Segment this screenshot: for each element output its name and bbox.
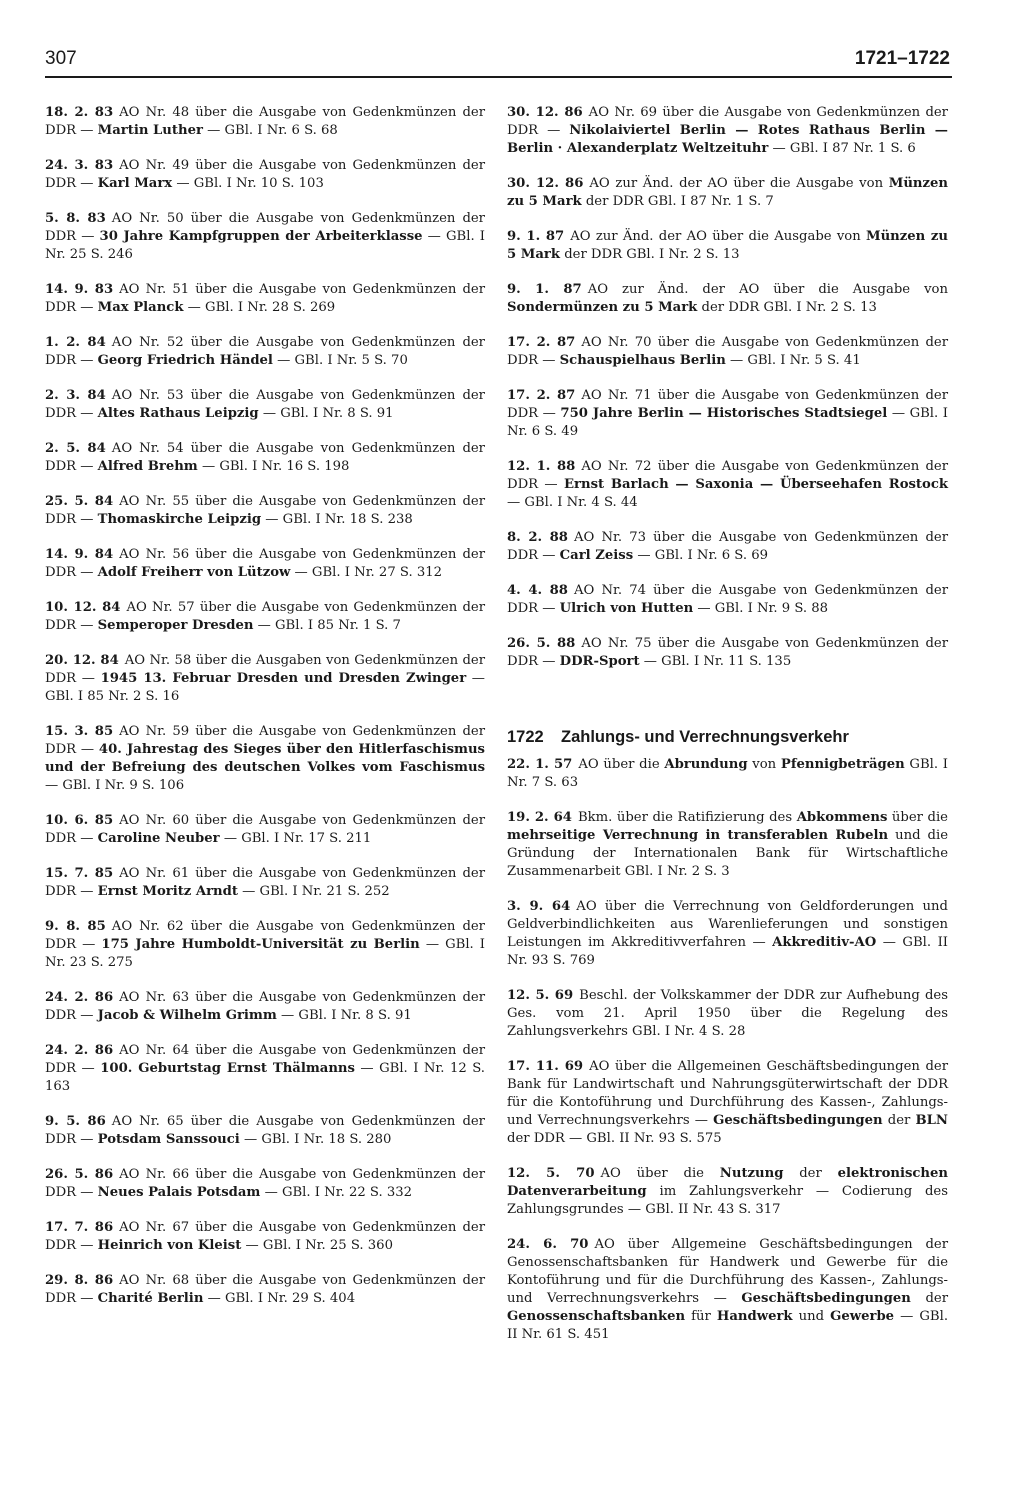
register-entry — [45, 440, 485, 476]
entry-text: — GBl. I Nr. 29 S. 404 — [203, 1291, 356, 1306]
register-entry — [45, 157, 485, 193]
entry-keyword: Charité Berlin — [97, 1291, 204, 1306]
entry-text: — GBl. I 87 Nr. 1 S. 6 — [768, 141, 916, 156]
entry-keyword: Potsdam Sanssouci — [97, 1132, 240, 1147]
entry-date: 1. 2. 84 — [45, 335, 106, 350]
entry-keyword: 750 Jahre Berlin — Historisches Stadtsiegel — [560, 406, 888, 421]
entry-keyword: Martin Luther — [97, 123, 203, 138]
entry-date: 2. 5. 84 — [45, 441, 106, 456]
entry-date: 24. 3. 83 — [45, 158, 114, 173]
entry-date: 30. 12. 86 — [507, 176, 584, 191]
register-entry — [45, 1219, 485, 1255]
entry-date: 15. 7. 85 — [45, 866, 114, 881]
entry-text: der DDR GBl. I 87 Nr. 1 S. 7 — [581, 194, 774, 209]
section-number: 1722 — [507, 728, 544, 746]
entry-text: und — [792, 1309, 831, 1324]
register-entry — [507, 228, 948, 264]
entry-text: — GBl. I Nr. 22 S. 332 — [260, 1185, 413, 1200]
entry-date: 17. 2. 87 — [507, 335, 576, 350]
register-entry — [45, 281, 485, 317]
entry-text: — GBl. I Nr. 5 S. 70 — [272, 353, 408, 368]
entry-text: AO Nr. 70 über die Ausgabe von Gedenkmünzen der DDR — — [507, 335, 948, 368]
entry-keyword: Ulrich von Hutten — [559, 601, 694, 616]
register-entry — [45, 989, 485, 1025]
entry-text: der DDR — GBl. II Nr. 93 S. 575 — [507, 1131, 722, 1146]
entry-text: AO Nr. 61 über die Ausgabe von Gedenkmünzen der DDR — — [45, 866, 485, 899]
entry-text: — GBl. I Nr. 9 S. 106 — [45, 778, 185, 793]
entry-date: 8. 2. 88 — [507, 530, 568, 545]
entry-date: 14. 9. 83 — [45, 282, 114, 297]
entry-date: 5. 8. 83 — [45, 211, 106, 226]
entry-text: AO Nr. 75 über die Ausgabe von Gedenkmünzen der DDR — — [507, 636, 948, 669]
entry-text: AO Nr. 69 über die Ausgabe von Gedenkmünzen der DDR — — [507, 105, 948, 138]
entry-text: AO zur Änd. der AO über die Ausgabe von — [587, 282, 948, 297]
entry-keyword: 30 Jahre Kampfgruppen der Arbeiterklasse — [99, 229, 423, 244]
register-entry — [507, 809, 948, 881]
entry-text: — GBl. I Nr. 9 S. 88 — [693, 601, 829, 616]
entry-keyword: Thomaskirche Leipzig — [97, 512, 262, 527]
entry-text: — GBl. I Nr. 28 S. 269 — [183, 300, 336, 315]
entry-keyword: Jacob & Wilhelm Grimm — [97, 1008, 277, 1023]
entry-keyword: Ernst Barlach — Saxonia — Überseehafen Rostock — [563, 477, 948, 492]
entry-keyword: Carl Zeiss — [559, 548, 634, 563]
entry-text: Beschl. der Volkskammer der DDR zur Aufhebung des Ges. vom 21. April 1950 über die Regelung des Zahlungsverkehrs GBl. I Nr. 4 S. 28 — [507, 988, 948, 1039]
entry-keyword: 100. Geburtstag Ernst Thälmanns — [100, 1061, 355, 1076]
register-entry — [507, 334, 948, 370]
entry-text: AO zur Änd. der AO über die Ausgabe von — [589, 176, 889, 191]
entry-date: 29. 8. 86 — [45, 1273, 114, 1288]
entry-date: 9. 8. 85 — [45, 919, 106, 934]
entry-text: — GBl. I Nr. 25 S. 246 — [45, 229, 485, 262]
entry-text: der — [910, 1291, 948, 1306]
entry-text: AO Nr. 71 über die Ausgabe von Gedenkmünzen der DDR — — [507, 388, 948, 421]
register-entry — [45, 812, 485, 848]
entry-keyword: Neues Palais Potsdam — [97, 1185, 261, 1200]
entry-text: AO Nr. 65 über die Ausgabe von Gedenkmünzen der DDR — — [45, 1114, 485, 1147]
entry-date: 10. 12. 84 — [45, 600, 121, 615]
register-entry — [45, 210, 485, 264]
entry-text: — GBl. I Nr. 25 S. 360 — [241, 1238, 393, 1253]
entry-text: — GBl. I 85 Nr. 2 S. 16 — [45, 671, 485, 704]
entry-text: AO Nr. 48 über die Ausgabe von Gedenkmünzen der DDR — — [45, 105, 485, 138]
entry-keyword: 175 Jahre Humboldt-Universität zu Berlin — [101, 937, 420, 952]
entry-text: — GBl. I Nr. 18 S. 238 — [261, 512, 413, 527]
entry-keyword: Schauspielhaus Berlin — [559, 353, 726, 368]
entry-text: AO Nr. 72 über die Ausgabe von Gedenkmünzen der DDR — — [507, 459, 948, 492]
entry-text: — GBl. I Nr. 12 S. 163 — [45, 1061, 485, 1094]
entry-text: der DDR GBl. I Nr. 2 S. 13 — [560, 247, 740, 262]
entry-date: 12. 1. 88 — [507, 459, 576, 474]
entry-keyword: Heinrich von Kleist — [97, 1238, 242, 1253]
entry-text: AO Nr. 55 über die Ausgabe von Gedenkmünzen der DDR — — [45, 494, 485, 527]
entry-text: über die — [887, 810, 948, 825]
entry-date: 17. 7. 86 — [45, 1220, 114, 1235]
entry-text: — GBl. I Nr. 27 S. 312 — [290, 565, 443, 580]
entry-text: der — [783, 1166, 838, 1181]
register-entry — [507, 987, 948, 1041]
entry-keyword: Georg Friedrich Händel — [97, 353, 273, 368]
entry-text: der — [882, 1113, 916, 1128]
entry-text: AO Nr. 63 über die Ausgabe von Gedenkmünzen der DDR — — [45, 990, 485, 1023]
register-entry — [507, 756, 948, 792]
entry-text: — GBl. I Nr. 21 S. 252 — [237, 884, 390, 899]
register-entry — [507, 1058, 948, 1148]
entry-keyword: Sondermünzen zu 5 Mark — [507, 300, 698, 315]
register-entry — [45, 334, 485, 370]
entry-text: — GBl. I 85 Nr. 1 S. 7 — [253, 618, 401, 633]
register-entry — [45, 723, 485, 795]
register-entry — [507, 582, 948, 618]
entry-text: — GBl. II Nr. 93 S. 769 — [507, 935, 948, 968]
entry-text: — GBl. I Nr. 6 S. 49 — [507, 406, 948, 439]
entry-date: 30. 12. 86 — [507, 105, 583, 120]
entry-keyword: DDR-Sport — [559, 654, 640, 669]
entry-text: für — [685, 1309, 717, 1324]
entry-date: 9. 1. 87 — [507, 282, 582, 297]
entry-text: — GBl. I Nr. 17 S. 211 — [219, 831, 372, 846]
entry-keyword: Genossenschaftsbanken — [507, 1309, 686, 1324]
entry-text: AO Nr. 59 über die Ausgabe von Gedenkmünzen der DDR — — [45, 724, 485, 757]
entry-date: 10. 6. 85 — [45, 813, 114, 828]
register-entry — [507, 898, 948, 970]
entry-date: 26. 5. 88 — [507, 636, 576, 651]
entry-text: AO über die Allgemeinen Geschäftsbedingungen der Bank für Landwirtschaft und Nahrungsgüterwirtschaft der DDR für die Kontoführung und Durchführung des Kassen-, Zahlungs- und Verrechnungsverkehrs — — [507, 1059, 948, 1128]
entry-keyword: elektronischen Datenverarbeitung — [507, 1166, 948, 1199]
entry-text: — GBl. I Nr. 4 S. 44 — [507, 495, 638, 510]
entry-keyword: 40. Jahrestag des Sieges über den Hitlerfaschismus und der Befreiung des deutschen Volkes vom Faschismus — [45, 742, 485, 775]
entry-text: — GBl. I Nr. 16 S. 198 — [197, 459, 350, 474]
entry-text: — GBl. I Nr. 8 S. 91 — [276, 1008, 412, 1023]
entry-text: AO zur Änd. der AO über die Ausgabe von — [570, 229, 866, 244]
entry-text: — GBl. I Nr. 18 S. 280 — [239, 1132, 392, 1147]
entry-date: 12. 5. 69 — [507, 988, 574, 1003]
entry-keyword: mehrseitige Verrechnung in transferablen Rubeln — [507, 828, 889, 843]
entry-text: AO Nr. 49 über die Ausgabe von Gedenkmünzen der DDR — — [45, 158, 485, 191]
entry-keyword: Semperoper Dresden — [97, 618, 254, 633]
entry-keyword: Münzen zu 5 Mark — [507, 229, 948, 262]
entry-keyword: Caroline Neuber — [97, 831, 220, 846]
entry-date: 18. 2. 83 — [45, 105, 114, 120]
entry-text: AO über Allgemeine Geschäftsbedingungen der Genossenschaftsbanken für Handwerk und Gewerbe für die Kontoführung und für die Durchführung des Kassen-, Zahlungs- und Verrechnungsverkehrs — — [507, 1237, 948, 1306]
entry-date: 20. 12. 84 — [45, 653, 119, 668]
entry-date: 22. 1. 57 — [507, 757, 573, 772]
register-entry — [45, 1166, 485, 1202]
right-column — [507, 104, 948, 1361]
entry-keyword: Handwerk — [716, 1309, 793, 1324]
entry-keyword: BLN — [915, 1113, 948, 1128]
entry-text: AO Nr. 58 über die Ausgaben von Gedenkmünzen der DDR — — [45, 653, 486, 686]
register-entry — [45, 918, 485, 972]
entry-keyword: Adolf Freiherr von Lützow — [97, 565, 291, 580]
entry-text: — GBl. I Nr. 11 S. 135 — [639, 654, 792, 669]
entry-text: — GBl. I Nr. 6 S. 68 — [202, 123, 338, 138]
entry-keyword: 1945 13. Februar Dresden und Dresden Zwinger — [100, 671, 467, 686]
entry-text: im Zahlungsverkehr — Codierung des Zahlungsgrundes — GBl. II Nr. 43 S. 317 — [507, 1184, 948, 1217]
section-title: Zahlungs- und Verrechnungsverkehr — [561, 728, 849, 746]
register-entry — [45, 1272, 485, 1308]
right-column-entries — [507, 104, 948, 671]
entry-keyword: Münzen zu 5 Mark — [507, 176, 948, 209]
register-entry — [507, 635, 948, 671]
register-entry — [507, 529, 948, 565]
entry-keyword: Geschäftsbedingungen — [713, 1113, 883, 1128]
register-entry — [45, 1042, 485, 1096]
register-entry — [45, 599, 485, 635]
register-entry — [45, 546, 485, 582]
entry-text: AO Nr. 51 über die Ausgabe von Gedenkmünzen der DDR — — [45, 282, 485, 315]
entry-keyword: Geschäftsbedingungen — [741, 1291, 911, 1306]
register-entry — [45, 104, 485, 140]
entry-text: der DDR GBl. I Nr. 2 S. 13 — [697, 300, 877, 315]
entry-text: von — [747, 757, 781, 772]
header-rule — [45, 76, 952, 78]
register-entry — [45, 493, 485, 529]
entry-text: und die Gründung der Internationalen Bank für Wirtschaftliche Zusammenarbeit GBl. I Nr. 2 S. 3 — [507, 828, 948, 879]
entry-keyword: Altes Rathaus Leipzig — [97, 406, 259, 421]
entry-keyword: Karl Marx — [97, 176, 173, 191]
entry-keyword: Ernst Moritz Arndt — [97, 884, 238, 899]
entry-text: AO über die Verrechnung von Geldforderungen und Geldverbindlichkeiten aus Warenlieferungen und sonstigen Leistungen im Akkreditivverfahren — — [507, 899, 948, 950]
entry-text: — GBl. I Nr. 23 S. 275 — [45, 937, 485, 970]
entry-keyword: Akkreditiv-AO — [772, 935, 877, 950]
entry-text: — GBl. I Nr. 8 S. 91 — [258, 406, 394, 421]
page-number: 307 — [45, 48, 77, 69]
entry-date: 14. 9. 84 — [45, 547, 114, 562]
entry-text: AO Nr. 74 über die Ausgabe von Gedenkmünzen der DDR — — [507, 583, 948, 616]
entry-keyword: Abkommens — [796, 810, 888, 825]
entry-date: 24. 2. 86 — [45, 990, 114, 1005]
entry-date: 9. 1. 87 — [507, 229, 565, 244]
entry-date: 2. 3. 84 — [45, 388, 106, 403]
entry-text: GBl. I Nr. 7 S. 63 — [507, 757, 948, 790]
left-column — [45, 104, 485, 1325]
entry-text: AO Nr. 57 über die Ausgabe von Gedenkmünzen der DDR — — [45, 600, 486, 633]
entry-text: AO über die — [600, 1166, 720, 1181]
entry-date: 17. 11. 69 — [507, 1059, 584, 1074]
entry-date: 25. 5. 84 — [45, 494, 114, 509]
entry-text: AO Nr. 64 über die Ausgabe von Gedenkmünzen der DDR — — [45, 1043, 485, 1076]
entry-text: AO Nr. 68 über die Ausgabe von Gedenkmünzen der DDR — — [45, 1273, 485, 1306]
entry-text: AO Nr. 60 über die Ausgabe von Gedenkmünzen der DDR — — [45, 813, 485, 846]
section-entries — [507, 756, 948, 1344]
entry-text: — GBl. I Nr. 5 S. 41 — [725, 353, 861, 368]
entry-text: AO Nr. 67 über die Ausgabe von Gedenkmünzen der DDR — — [45, 1220, 485, 1253]
entry-keyword: Nutzung — [719, 1166, 784, 1181]
register-entry — [507, 175, 948, 211]
entry-date: 26. 5. 86 — [45, 1167, 114, 1182]
entry-text: AO über die — [578, 757, 665, 772]
entry-text: — GBl. I Nr. 6 S. 69 — [633, 548, 769, 563]
entry-date: 24. 2. 86 — [45, 1043, 114, 1058]
entry-date: 4. 4. 88 — [507, 583, 568, 598]
entry-date: 19. 2. 64 — [507, 810, 572, 825]
entry-text: AO Nr. 62 über die Ausgabe von Gedenkmünzen der DDR — — [45, 919, 485, 952]
register-entry — [507, 281, 948, 317]
register-entry — [45, 387, 485, 423]
register-entry — [45, 865, 485, 901]
entry-text: AO Nr. 54 über die Ausgabe von Gedenkmünzen der DDR — — [45, 441, 485, 474]
entry-text: AO Nr. 52 über die Ausgabe von Gedenkmünzen der DDR — — [45, 335, 485, 368]
entry-text: AO Nr. 56 über die Ausgabe von Gedenkmünzen der DDR — — [45, 547, 485, 580]
entry-keyword: Abrundung — [664, 757, 748, 772]
register-entry — [45, 652, 485, 706]
entry-keyword: Gewerbe — [830, 1309, 895, 1324]
entry-text: — GBl. II Nr. 61 S. 451 — [507, 1309, 949, 1342]
register-entry — [507, 458, 948, 512]
register-entry — [507, 1236, 948, 1344]
entry-date: 12. 5. 70 — [507, 1166, 595, 1181]
register-entry — [45, 1113, 485, 1149]
entry-date: 24. 6. 70 — [507, 1237, 589, 1252]
entry-range: 1721–1722 — [854, 48, 950, 69]
entry-text: AO Nr. 73 über die Ausgabe von Gedenkmünzen der DDR — — [507, 530, 948, 563]
entry-date: 9. 5. 86 — [45, 1114, 106, 1129]
entry-text: Bkm. über die Ratifizierung des — [577, 810, 797, 825]
entry-text: AO Nr. 50 über die Ausgabe von Gedenkmünzen der DDR — — [45, 211, 485, 244]
entry-text: AO Nr. 53 über die Ausgabe von Gedenkmünzen der DDR — — [45, 388, 485, 421]
entry-keyword: Alfred Brehm — [97, 459, 198, 474]
entry-keyword: Nikolaiviertel Berlin — Rotes Rathaus Berlin — Berlin · Alexanderplatz Weltzeituhr — [507, 123, 948, 156]
entry-date: 3. 9. 64 — [507, 899, 571, 914]
entry-date: 17. 2. 87 — [507, 388, 576, 403]
register-entry — [507, 1165, 948, 1219]
register-entry — [507, 387, 948, 441]
register-entry — [507, 104, 948, 158]
entry-date: 15. 3. 85 — [45, 724, 114, 739]
section-heading — [507, 726, 948, 748]
entry-keyword: Pfennigbeträgen — [780, 757, 905, 772]
entry-keyword: Max Planck — [97, 300, 184, 315]
entry-text: AO Nr. 66 über die Ausgabe von Gedenkmünzen der DDR — — [45, 1167, 485, 1200]
entry-text: — GBl. I Nr. 10 S. 103 — [172, 176, 324, 191]
